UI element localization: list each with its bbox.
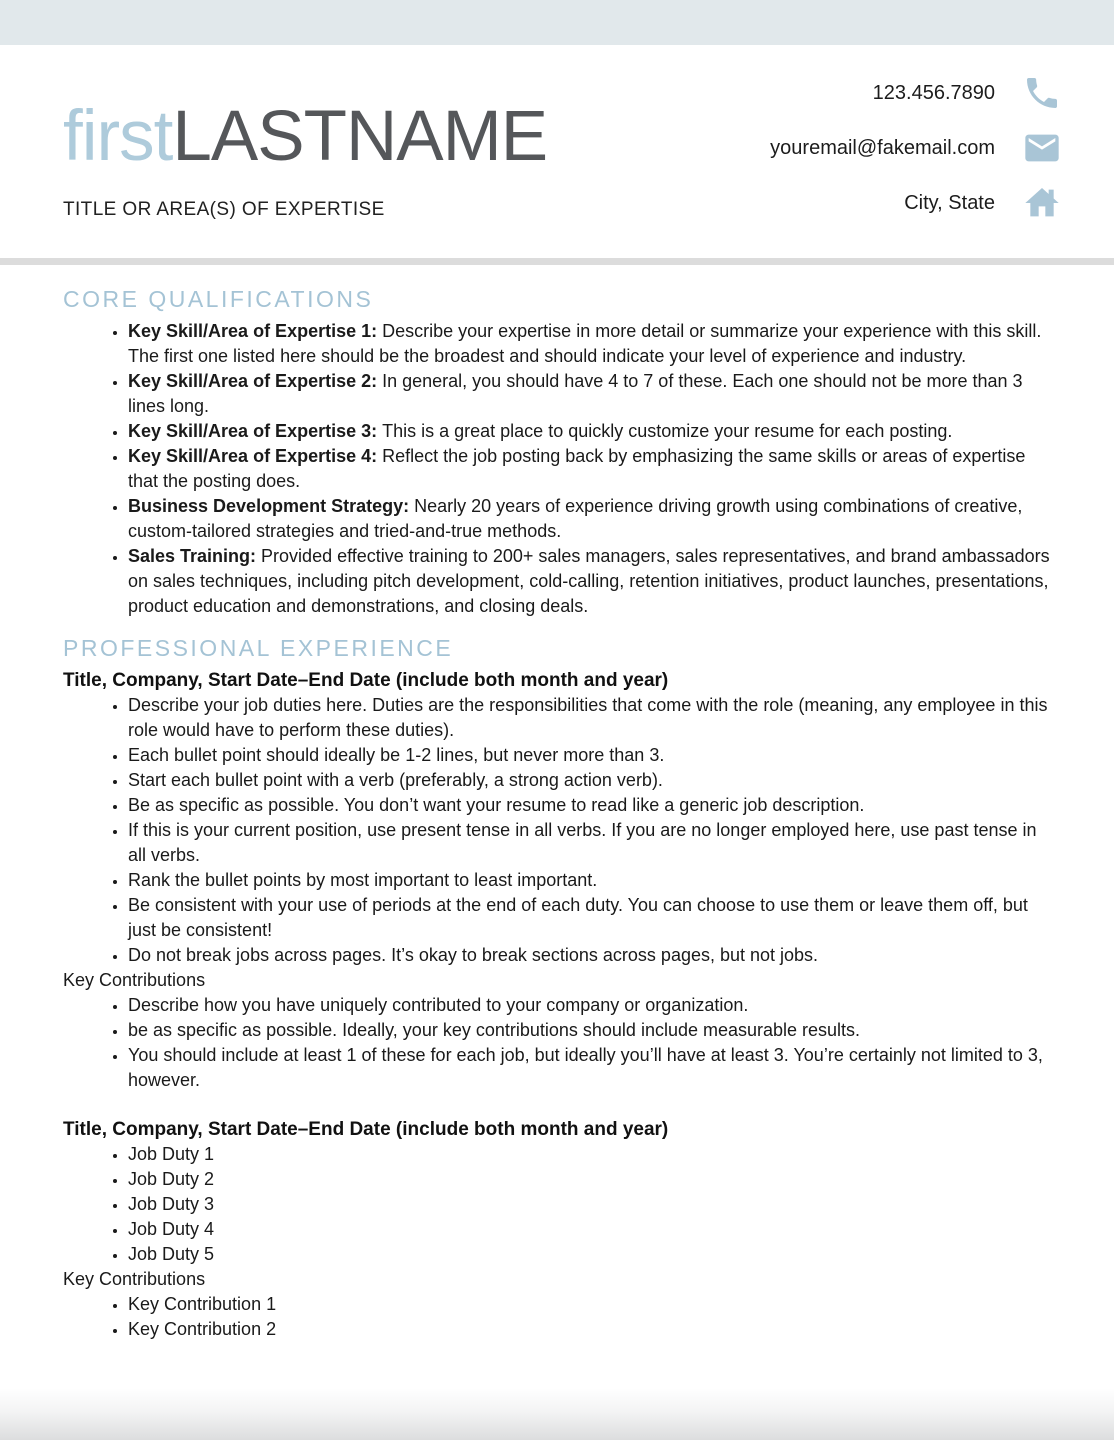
email-address: youremail@fakemail.com [770,136,995,159]
job-heading: Title, Company, Start Date–End Date (include both month and year) [63,1119,669,1140]
job-block-2 [63,1117,1051,1342]
header [0,45,1114,258]
page-bottom-shadow [0,1388,1114,1440]
key-contributions-label: Key Contributions [63,1269,206,1289]
last-name: LASTNAME [172,97,548,176]
section-professional-experience [63,634,1051,1342]
bullet-item: • Key Skill/Area of Expertise 1: Describe your expertise in more detail or summarize your experience with this skill. The first one listed here should be the broadest and should indicate your level of experience and industry. [128,319,1051,369]
contact-row-email [770,128,1062,168]
bullet-item: • Be as specific as possible. You don’t want your resume to read like a generic job description. [128,793,1051,818]
home-icon [1022,183,1062,223]
section-core-qualifications [63,285,1051,619]
mail-icon [1022,128,1062,168]
job-duties-list [63,693,1051,968]
bullet-item: • Job Duty 2 [128,1167,1051,1192]
job-duties-list [63,1142,1051,1267]
key-contributions-label: Key Contributions [63,970,206,990]
bullet-item: • Do not break jobs across pages. It’s okay to break sections across pages, but not jobs. [128,943,1051,968]
job-block-1 [63,668,1051,1093]
phone-number: 123.456.7890 [872,81,995,104]
bullet-item: • Key Skill/Area of Expertise 3: This is a great place to quickly customize your resume for each posting. [128,419,1051,444]
resume-body [0,265,1114,1342]
bullet-item: • Job Duty 3 [128,1192,1051,1217]
bullet-item: • Key Contribution 1 [128,1292,1051,1317]
contact-row-location [904,183,1062,223]
bullet-item: • You should include at least 1 of these for each job, but ideally you’ll have at least 3. You’re certainly not limited to 3, however. [128,1043,1051,1093]
city-state: City, State [904,191,995,214]
bullet-item: • Describe your job duties here. Duties are the responsibilities that come with the role (meaning, any employee in this role would have to perform these duties). [128,693,1051,743]
bullet-item: • Key Skill/Area of Expertise 4: Reflect the job posting back by emphasizing the same skills or areas of expertise that the posting does. [128,444,1051,494]
contact-row-phone [873,73,1062,113]
bullet-item: • Job Duty 4 [128,1217,1051,1242]
first-name: first [63,97,173,176]
key-contributions-list [63,993,1051,1093]
bullet-item: • Be consistent with your use of periods at the end of each duty. You can choose to use them or leave them off, but just be consistent! [128,893,1051,943]
name-block [63,97,548,221]
phone-icon [1022,73,1062,113]
bullet-item: • be as specific as possible. Ideally, your key contributions should include measurable results. [128,1018,1051,1043]
full-name [63,97,548,176]
bullet-item: • Job Duty 1 [128,1142,1051,1167]
bullet-item: • Describe how you have uniquely contributed to your company or organization. [128,993,1051,1018]
key-contributions-list [63,1292,1051,1342]
bullet-item: • Start each bullet point with a verb (preferably, a strong action verb). [128,768,1051,793]
core-qualifications-list [63,319,1051,619]
professional-experience-title: PROFESSIONAL EXPERIENCE [63,635,454,661]
bullet-item: • Business Development Strategy: Nearly 20 years of experience driving growth using combinations of creative, custom-tailored strategies and tried-and-true methods. [128,494,1051,544]
bullet-item: • Job Duty 5 [128,1242,1051,1267]
bullet-item: • Sales Training: Provided effective training to 200+ sales managers, sales representatives, and brand ambassadors on sales techniques, including pitch development, cold-calling, retention initiatives, product launches, presentations, product education and demonstrations, and closing deals. [128,544,1051,619]
bullet-item: • Key Contribution 2 [128,1317,1051,1342]
job-heading: Title, Company, Start Date–End Date (include both month and year) [63,670,669,691]
title-expertise: TITLE OR AREA(S) OF EXPERTISE [63,199,385,220]
bullet-item: • Rank the bullet points by most important to least important. [128,868,1051,893]
core-qualifications-title: CORE QUALIFICATIONS [63,286,374,312]
bullet-item: • Key Skill/Area of Expertise 2: In general, you should have 4 to 7 of these. Each one should not be more than 3 lines long. [128,369,1051,419]
top-band [0,0,1114,45]
bullet-item: • If this is your current position, use present tense in all verbs. If you are no longer employed here, use past tense in all verbs. [128,818,1051,868]
contact-block [770,73,1062,223]
header-divider [0,258,1114,265]
bullet-item: • Each bullet point should ideally be 1-2 lines, but never more than 3. [128,743,1051,768]
